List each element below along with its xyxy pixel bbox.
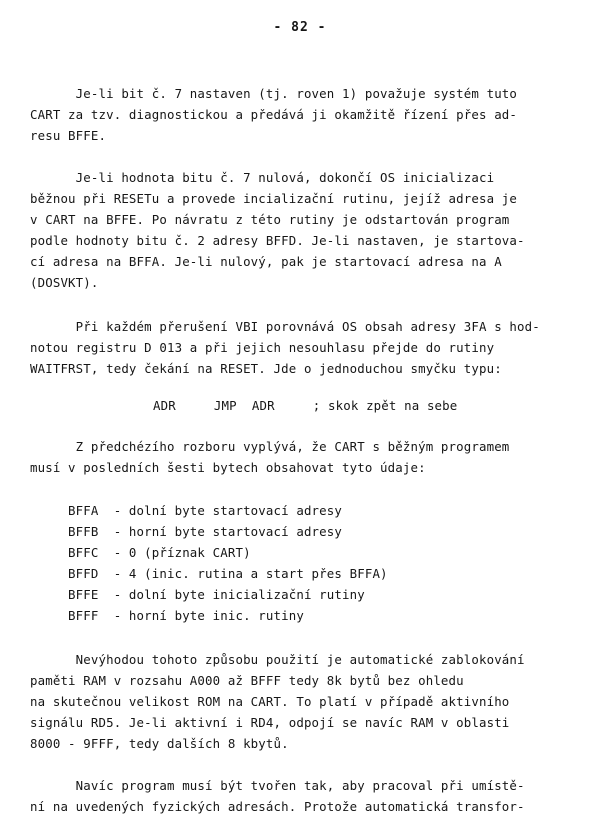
list-item: BFFA - dolní byte startovací adresy	[30, 503, 343, 518]
text-line: signálu RD5. Je-li aktivní i RD4, odpojí se navíc RAM v oblasti	[30, 715, 510, 730]
text-line: podle hodnoty bitu č. 2 adresy BFFD. Je-li nastaven, je startova-	[30, 233, 525, 248]
text-line: běžnou při RESETu a provede incializační rutinu, jejíž adresa je	[30, 191, 518, 206]
code-line: ADR JMP ADR ; skok zpět na sebe	[153, 398, 458, 413]
text-line: paměti RAM v rozsahu A000 až BFFF tedy 8k bytů bez ohledu	[30, 673, 464, 688]
list-item: BFFF - horní byte inic. rutiny	[30, 608, 304, 623]
text-line: Je-li bit č. 7 nastaven (tj. roven 1) považuje systém tuto	[30, 86, 518, 101]
text-line: Nevýhodou tohoto způsobu použití je automatické zablokování	[30, 652, 525, 667]
text-line: CART za tzv. diagnostickou a předává ji okamžitě řízení přes ad-	[30, 107, 518, 122]
text-line: musí v posledních šesti bytech obsahovat tyto údaje:	[30, 460, 426, 475]
text-line: notou registru D 013 a při jejich nesouhlasu přejde do rutiny	[30, 340, 495, 355]
text-line: (DOSVKT).	[30, 275, 99, 290]
page-number: - 82 -	[273, 20, 327, 35]
list-item: BFFC - 0 (příznak CART)	[30, 545, 251, 560]
list-item: BFFD - 4 (inic. rutina a start přes BFFA)	[30, 566, 388, 581]
text-line: Při každém přerušení VBI porovnává OS obsah adresy 3FA s hod-	[30, 319, 540, 334]
text-line: cí adresa na BFFA. Je-li nulový, pak je startovací adresa na A	[30, 254, 502, 269]
text-line: Z předchézího rozboru vyplývá, že CART s běžným programem	[30, 439, 510, 454]
list-item: BFFE - dolní byte inicializační rutiny	[30, 587, 365, 602]
text-line: na skutečnou velikost ROM na CART. To platí v případě aktivního	[30, 694, 510, 709]
text-line: Navíc program musí být tvořen tak, aby pracoval při umístě-	[30, 778, 525, 793]
list-item: BFFB - horní byte startovací adresy	[30, 524, 343, 539]
text-line: 8000 - 9FFF, tedy dalších 8 kbytů.	[30, 736, 289, 751]
text-line: WAITFRST, tedy čekání na RESET. Jde o jednoduchou smyčku typu:	[30, 361, 502, 376]
text-line: ní na uvedených fyzických adresách. Protože automatická transfor-	[30, 799, 525, 814]
text-line: v CART na BFFE. Po návratu z této rutiny je odstartován program	[30, 212, 510, 227]
text-line: Je-li hodnota bitu č. 7 nulová, dokončí OS inicializaci	[30, 170, 495, 185]
text-line: resu BFFE.	[30, 128, 107, 143]
